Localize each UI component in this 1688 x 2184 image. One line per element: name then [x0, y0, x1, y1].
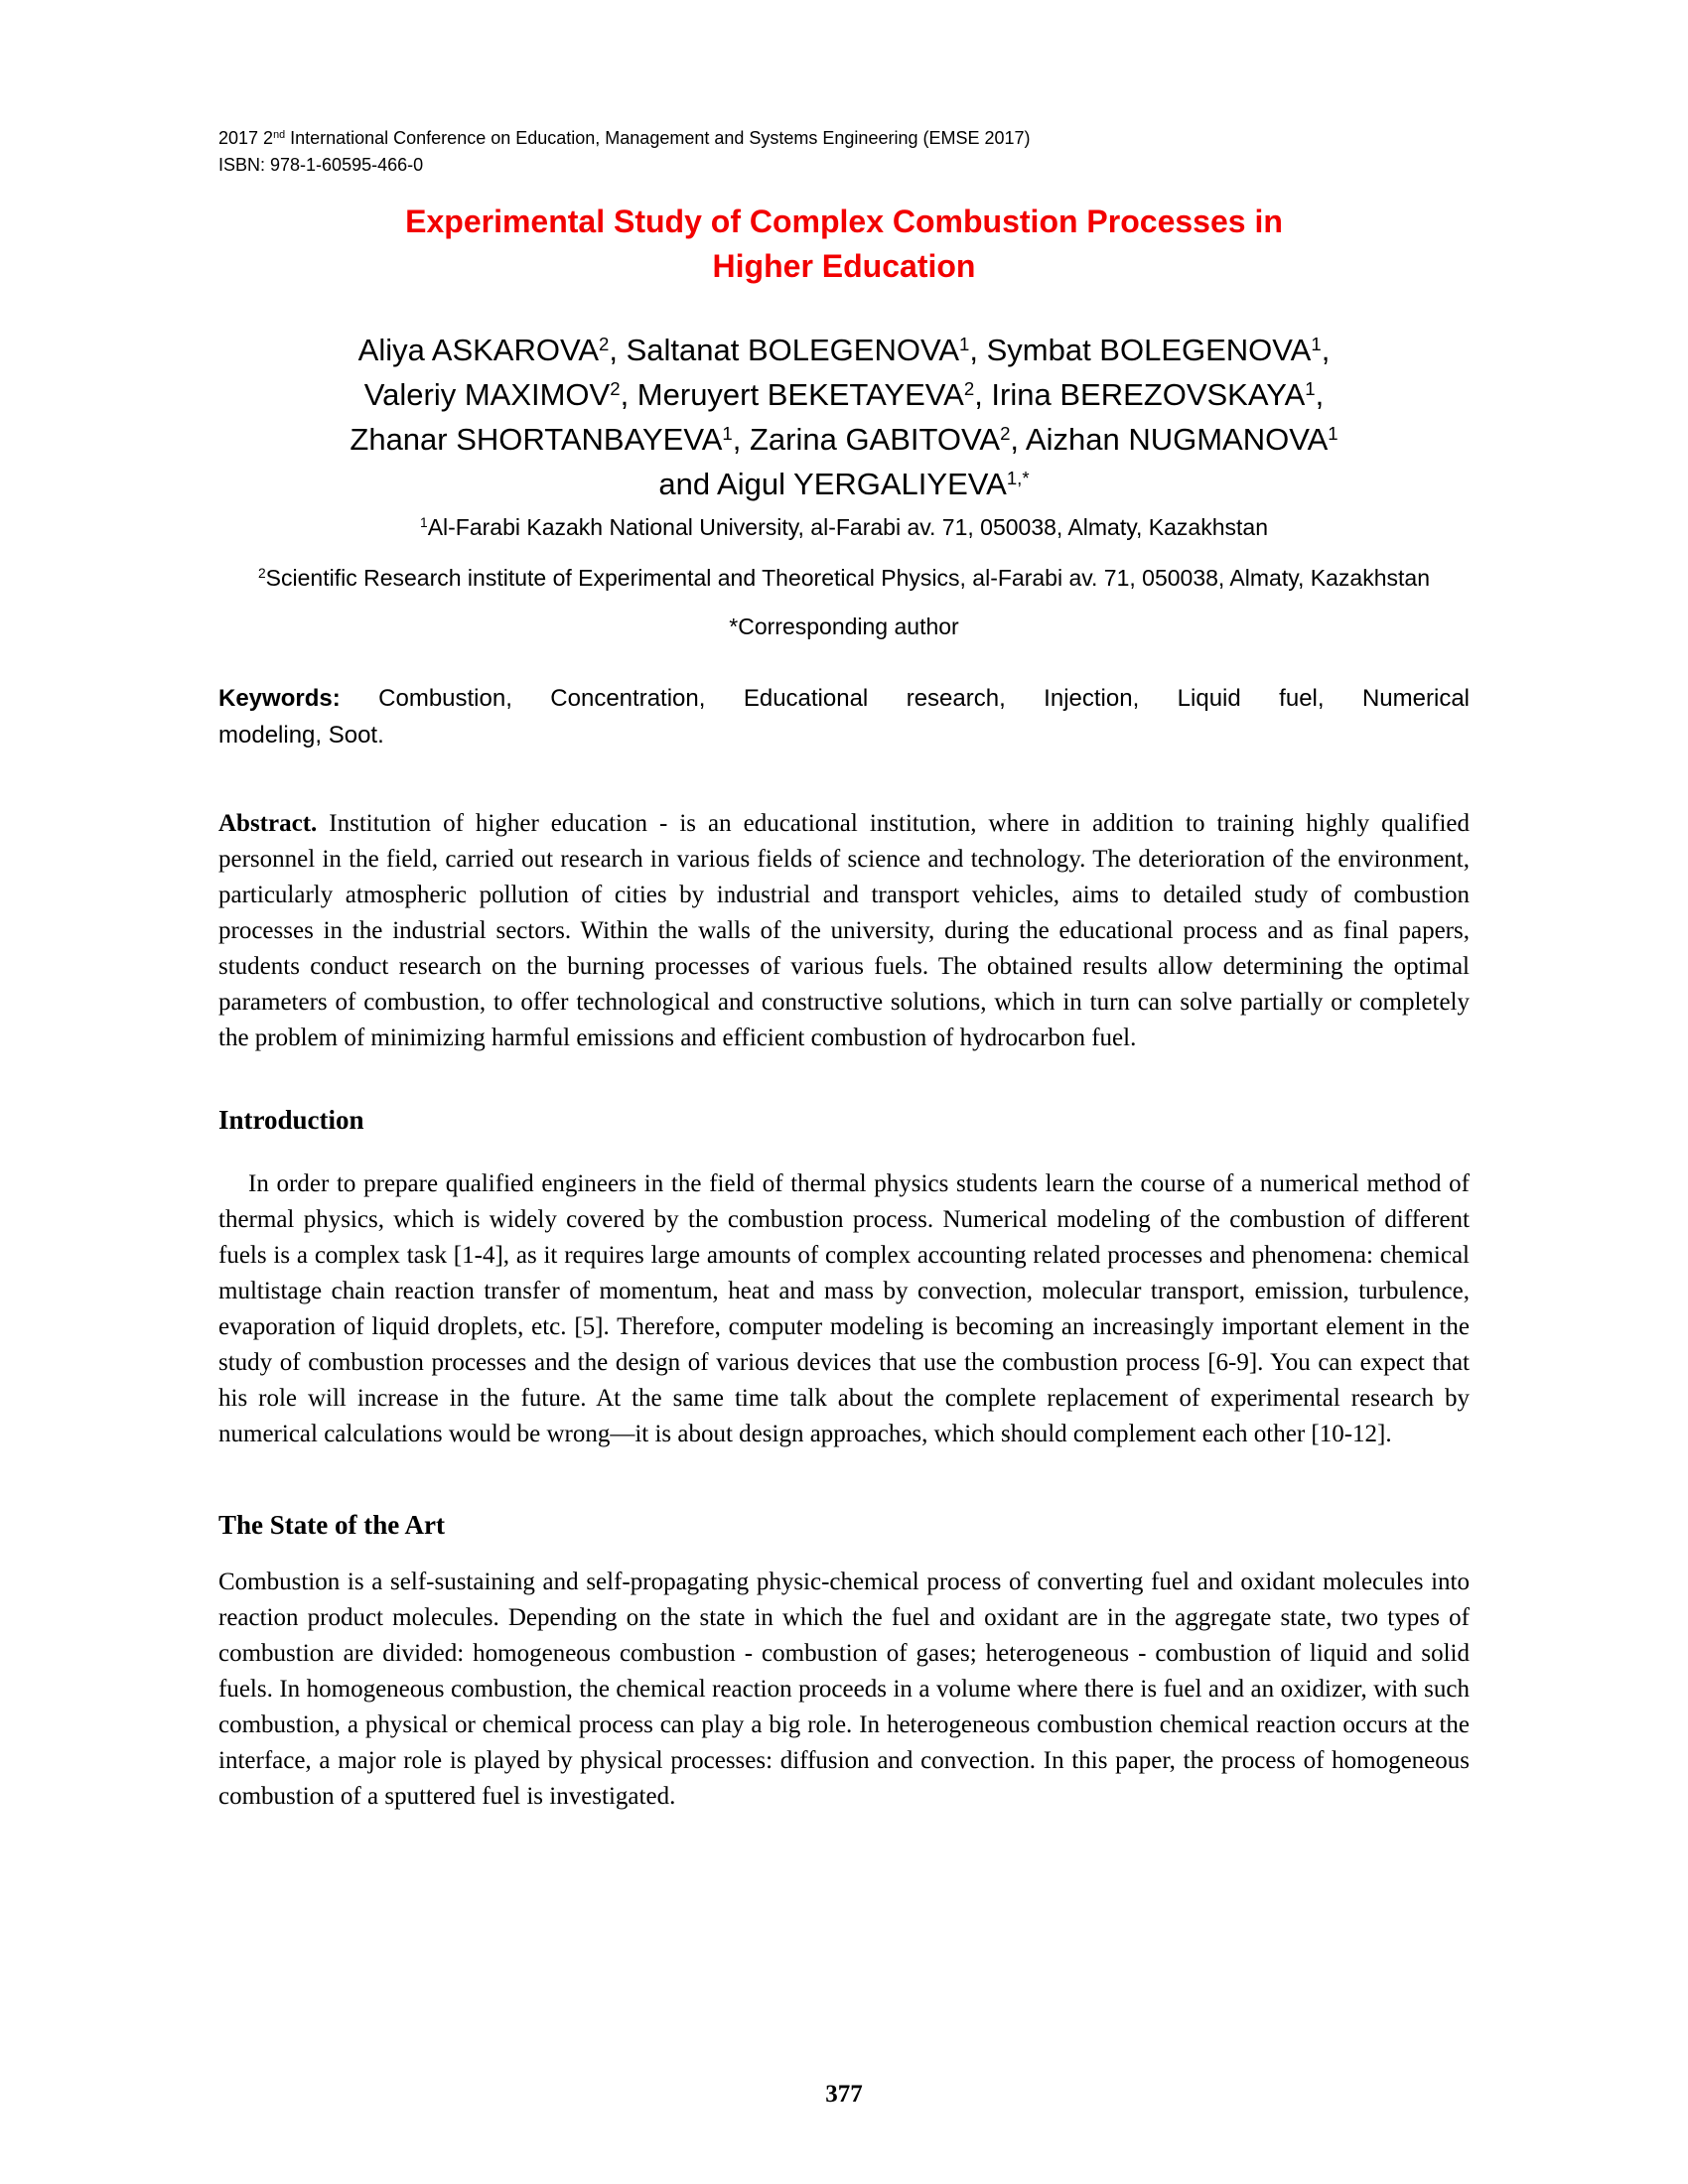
author-name: , Zarina GABITOVA	[732, 422, 1001, 457]
author-name: Aliya ASKAROVA	[357, 333, 600, 367]
affiliation-superscript: 1	[1328, 422, 1338, 444]
affiliation-superscript: 1	[722, 422, 733, 444]
conference-name	[218, 125, 1470, 152]
affiliation-superscript: 2	[599, 333, 610, 354]
keywords-label: Keywords:	[218, 685, 341, 712]
author-name: Valeriy MAXIMOV	[363, 377, 611, 412]
author-line-3	[218, 417, 1470, 462]
affiliation-superscript: 1	[1305, 377, 1316, 399]
keywords-text: Combustion, Concentration, Educational research, Injection, Liquid fuel, Numerical	[378, 685, 1470, 712]
title-line-2: Higher Education	[712, 248, 976, 284]
abstract-label: Abstract.	[218, 810, 318, 837]
introduction-paragraph: In order to prepare qualified engineers in the field of thermal physics students learn the course of a numerical method of thermal physics, which is widely covered by the combustion process. Numerical modeling of the combustion of different fuels is a complex task [1-4], as it requires large amounts of complex accounting related processes and phenomena: chemical multistage chain reaction transfer of momentum, heat and mass by convection, molecular transport, emission, turbulence, evaporation of liquid droplets, etc. [5]. Therefore, computer modeling is becoming an increasingly important element in the study of combustion processes and the design of various devices that use the combustion process [6-9]. You can expect that his role will increase in the future. At the same time talk about the complete replacement of experimental research by numerical calculations would be wrong—it is about design approaches, which should complement each other [10-12].	[218, 1170, 1470, 1447]
affiliation-superscript: 2	[963, 377, 975, 399]
abstract-paragraph	[218, 806, 1470, 1056]
ordinal-superscript: nd	[273, 129, 286, 142]
section-heading-introduction: Introduction	[218, 1105, 364, 1135]
author-line-2	[218, 372, 1470, 417]
author-name: and Aigul YERGALIYEVA	[658, 467, 1007, 501]
corresponding-author-note: *Corresponding author	[729, 614, 959, 639]
author-name: , Irina BEREZOVSKAYA	[974, 377, 1306, 412]
affiliation-superscript: 2	[610, 377, 621, 399]
affiliation-text: Al-Farabi Kazakh National University, al-Farabi av. 71, 050038, Almaty, Kazakhstan	[427, 514, 1268, 540]
affiliation-superscript: 2	[1000, 422, 1011, 444]
affiliation-marker: 1	[420, 515, 428, 531]
author-name: , Meruyert BEKETAYEVA	[620, 377, 964, 412]
affiliation-superscript: 1	[959, 333, 970, 354]
text-segment: International Conference on Education, Management and Systems Engineering (EMSE 2017)	[285, 128, 1031, 148]
state-of-the-art-paragraph: Combustion is a self-sustaining and self-propagating physic-chemical process of converting fuel and oxidant molecules into reaction product molecules. Depending on the state in which the fuel and oxidant are in the aggregate state, two types of combustion are divided: homogeneous combustion - combustion of gases; heterogeneous - combustion of liquid and solid fuels. In homogeneous combustion, the chemical reaction proceeds in a volume where there is fuel and an oxidizer, with such combustion, a physical or chemical process can play a big role. In heterogeneous combustion chemical reaction occurs at the interface, a major role is played by physical processes: diffusion and convection. In this paper, the process of homogeneous combustion of a sputtered fuel is investigated.	[218, 1569, 1470, 1811]
keywords-line-2: modeling, Soot.	[218, 722, 384, 749]
affiliation-superscript: 1,*	[1006, 467, 1030, 488]
author-name: , Saltanat BOLEGENOVA	[609, 333, 960, 367]
section-heading-state-of-the-art: The State of the Art	[218, 1510, 445, 1540]
title-line-1: Experimental Study of Complex Combustion Processes in	[405, 204, 1283, 239]
text-segment: ,	[1321, 333, 1331, 367]
abstract-text: Institution of higher education - is an educational institution, where in addition to training highly qualified personnel in the field, carried out research in various fields of science and technology. The deterioration of the environment, particularly atmospheric pollution of cities by industrial and transport vehicles, aims to detailed study of combustion processes in the industrial sectors. Within the walls of the university, during the educational process and as final papers, students conduct research on the burning processes of various fuels. The obtained results allow determining the optimal parameters of combustion, to offer technological and constructive solutions, which in turn can solve partially or completely the problem of minimizing harmful emissions and efficient combustion of hydrocarbon fuel.	[218, 810, 1471, 1051]
author-name: , Symbat BOLEGENOVA	[969, 333, 1312, 367]
conference-header	[218, 125, 1470, 179]
author-list	[218, 328, 1470, 506]
affiliation-text: Scientific Research institute of Experimental and Theoretical Physics, al-Farabi av. 71, 050038, Almaty, Kazakhstan	[265, 565, 1430, 591]
affiliation-superscript: 1	[1311, 333, 1322, 354]
text-segment: 2017 2	[218, 128, 274, 148]
page-number: 377	[825, 2081, 863, 2108]
author-line-4	[218, 462, 1470, 506]
text-segment: ,	[1315, 377, 1325, 412]
author-line-1	[218, 328, 1470, 372]
paper-title	[218, 200, 1470, 289]
paper-page	[218, 0, 1470, 1840]
keywords-line-1	[218, 680, 1470, 717]
affiliation-marker: 2	[257, 566, 266, 582]
author-name: , Aizhan NUGMANOVA	[1010, 422, 1329, 457]
isbn-line: ISBN: 978-1-60595-466-0	[218, 155, 424, 175]
keywords-block	[218, 680, 1470, 753]
affiliation-2	[218, 559, 1470, 597]
author-name: Zhanar SHORTANBAYEVA	[350, 422, 723, 457]
affiliation-1	[218, 511, 1470, 544]
